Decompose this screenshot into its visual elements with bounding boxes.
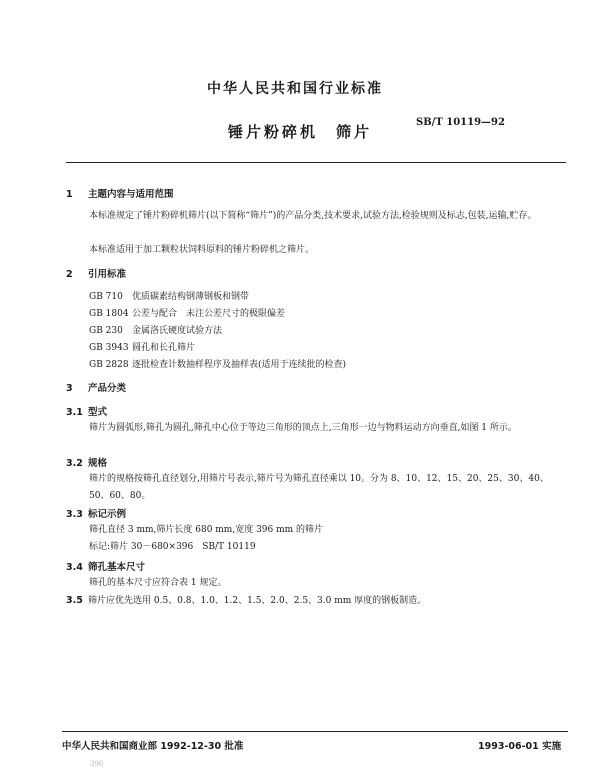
subsection-number: 3.3 xyxy=(66,509,83,520)
subsection-3-3-marking: 标记:筛片 30－680×396 SB/T 10119 xyxy=(89,542,256,552)
reference-title: 金属洛氏硬度试验方法 xyxy=(132,326,223,336)
section-2-heading xyxy=(66,266,126,280)
subsection-number: 3.4 xyxy=(66,562,83,573)
reference-title: 圆孔和长孔筛片 xyxy=(132,343,196,353)
subsection-3-3-example: 筛孔直径 3 mm,筛片长度 680 mm,宽度 396 mm 的筛片 xyxy=(89,525,324,535)
subsection-3-1-heading xyxy=(66,404,107,418)
section-1-number: 1 xyxy=(66,189,73,200)
subsection-3-2-text: 筛片的规格按筛孔直径划分,用筛片号表示,筛片号为筛孔直径乘以 10。分为 8、10、12、15、20、25、30、40、50、60、80。 xyxy=(89,474,549,501)
implementation-line: 1993-06-01 实施 xyxy=(478,741,562,752)
subsection-number: 3.2 xyxy=(66,458,83,469)
reference-item xyxy=(89,306,285,323)
reference-code: GB 3943 xyxy=(89,343,129,353)
subsection-3-4-text: 筛孔的基本尺寸应符合表 1 规定。 xyxy=(89,578,227,588)
section-1-title: 主题内容与适用范围 xyxy=(88,189,174,200)
subsection-3-1-text: 筛片为圆弧形,筛孔为圆孔,筛孔中心位于等边三角形的顶点上,三角形一边与物料运动方向垂直,如图 1 所示。 xyxy=(89,423,517,433)
subsection-number: 3.5 xyxy=(66,595,83,606)
section-3-title: 产品分类 xyxy=(88,383,127,394)
section-3-number: 3 xyxy=(66,383,73,394)
reference-title: 公差与配合 未注公差尺寸的极限偏差 xyxy=(132,309,286,319)
subsection-title: 规格 xyxy=(88,458,108,469)
reference-item xyxy=(89,357,346,374)
approval-line: 中华人民共和国商业部 1992-12-30 批准 xyxy=(62,741,244,752)
section-1-para-1: 本标准规定了锤片粉碎机筛片(以下简称“筛片”)的产品分类,技术要求,试验方法,检验规则及标志,包装,运输,贮存。 xyxy=(89,211,537,221)
reference-title: 优质碳素结构钢薄钢板和钢带 xyxy=(132,292,250,302)
subsection-3-5-text: 筛片应优先选用 0.5、0.8、1.0、1.2、1.5、2.0、2.5、3.0 mm 厚度的钢板制造。 xyxy=(88,596,427,606)
reference-item xyxy=(89,289,249,306)
subsection-title: 筛孔基本尺寸 xyxy=(88,562,146,573)
subsection-3-4-heading xyxy=(66,559,145,573)
reference-code: GB 710 xyxy=(89,292,123,302)
section-1-para-2: 本标准适用于加工颗粒状饲料原料的锤片粉碎机之筛片。 xyxy=(89,245,315,255)
footer-divider xyxy=(62,731,568,732)
reference-item xyxy=(89,323,222,340)
subsection-3-5 xyxy=(66,592,426,610)
page-mark: 396 xyxy=(90,760,104,768)
reference-item xyxy=(89,340,195,357)
section-3-heading xyxy=(66,380,126,394)
reference-code: GB 230 xyxy=(89,326,123,336)
header-org-title: 中华人民共和国行业标准 xyxy=(207,81,383,97)
reference-title: 逐批检查计数抽样程序及抽样表(适用于连续批的检查) xyxy=(132,360,347,370)
section-2-title: 引用标准 xyxy=(88,269,127,280)
reference-code: GB 2828 xyxy=(89,360,129,370)
subsection-title: 型式 xyxy=(88,407,108,418)
subsection-3-3-heading xyxy=(66,506,126,520)
reference-code: GB 1804 xyxy=(89,309,129,319)
standard-number: SB/T 10119—92 xyxy=(416,117,505,128)
subsection-title: 标记示例 xyxy=(88,509,127,520)
section-1-heading xyxy=(66,186,174,200)
subsection-3-2-heading xyxy=(66,455,107,469)
header-divider xyxy=(66,162,566,163)
subsection-number: 3.1 xyxy=(66,407,83,418)
section-2-number: 2 xyxy=(66,269,73,280)
document-title: 锤片粉碎机 筛片 xyxy=(227,123,372,141)
